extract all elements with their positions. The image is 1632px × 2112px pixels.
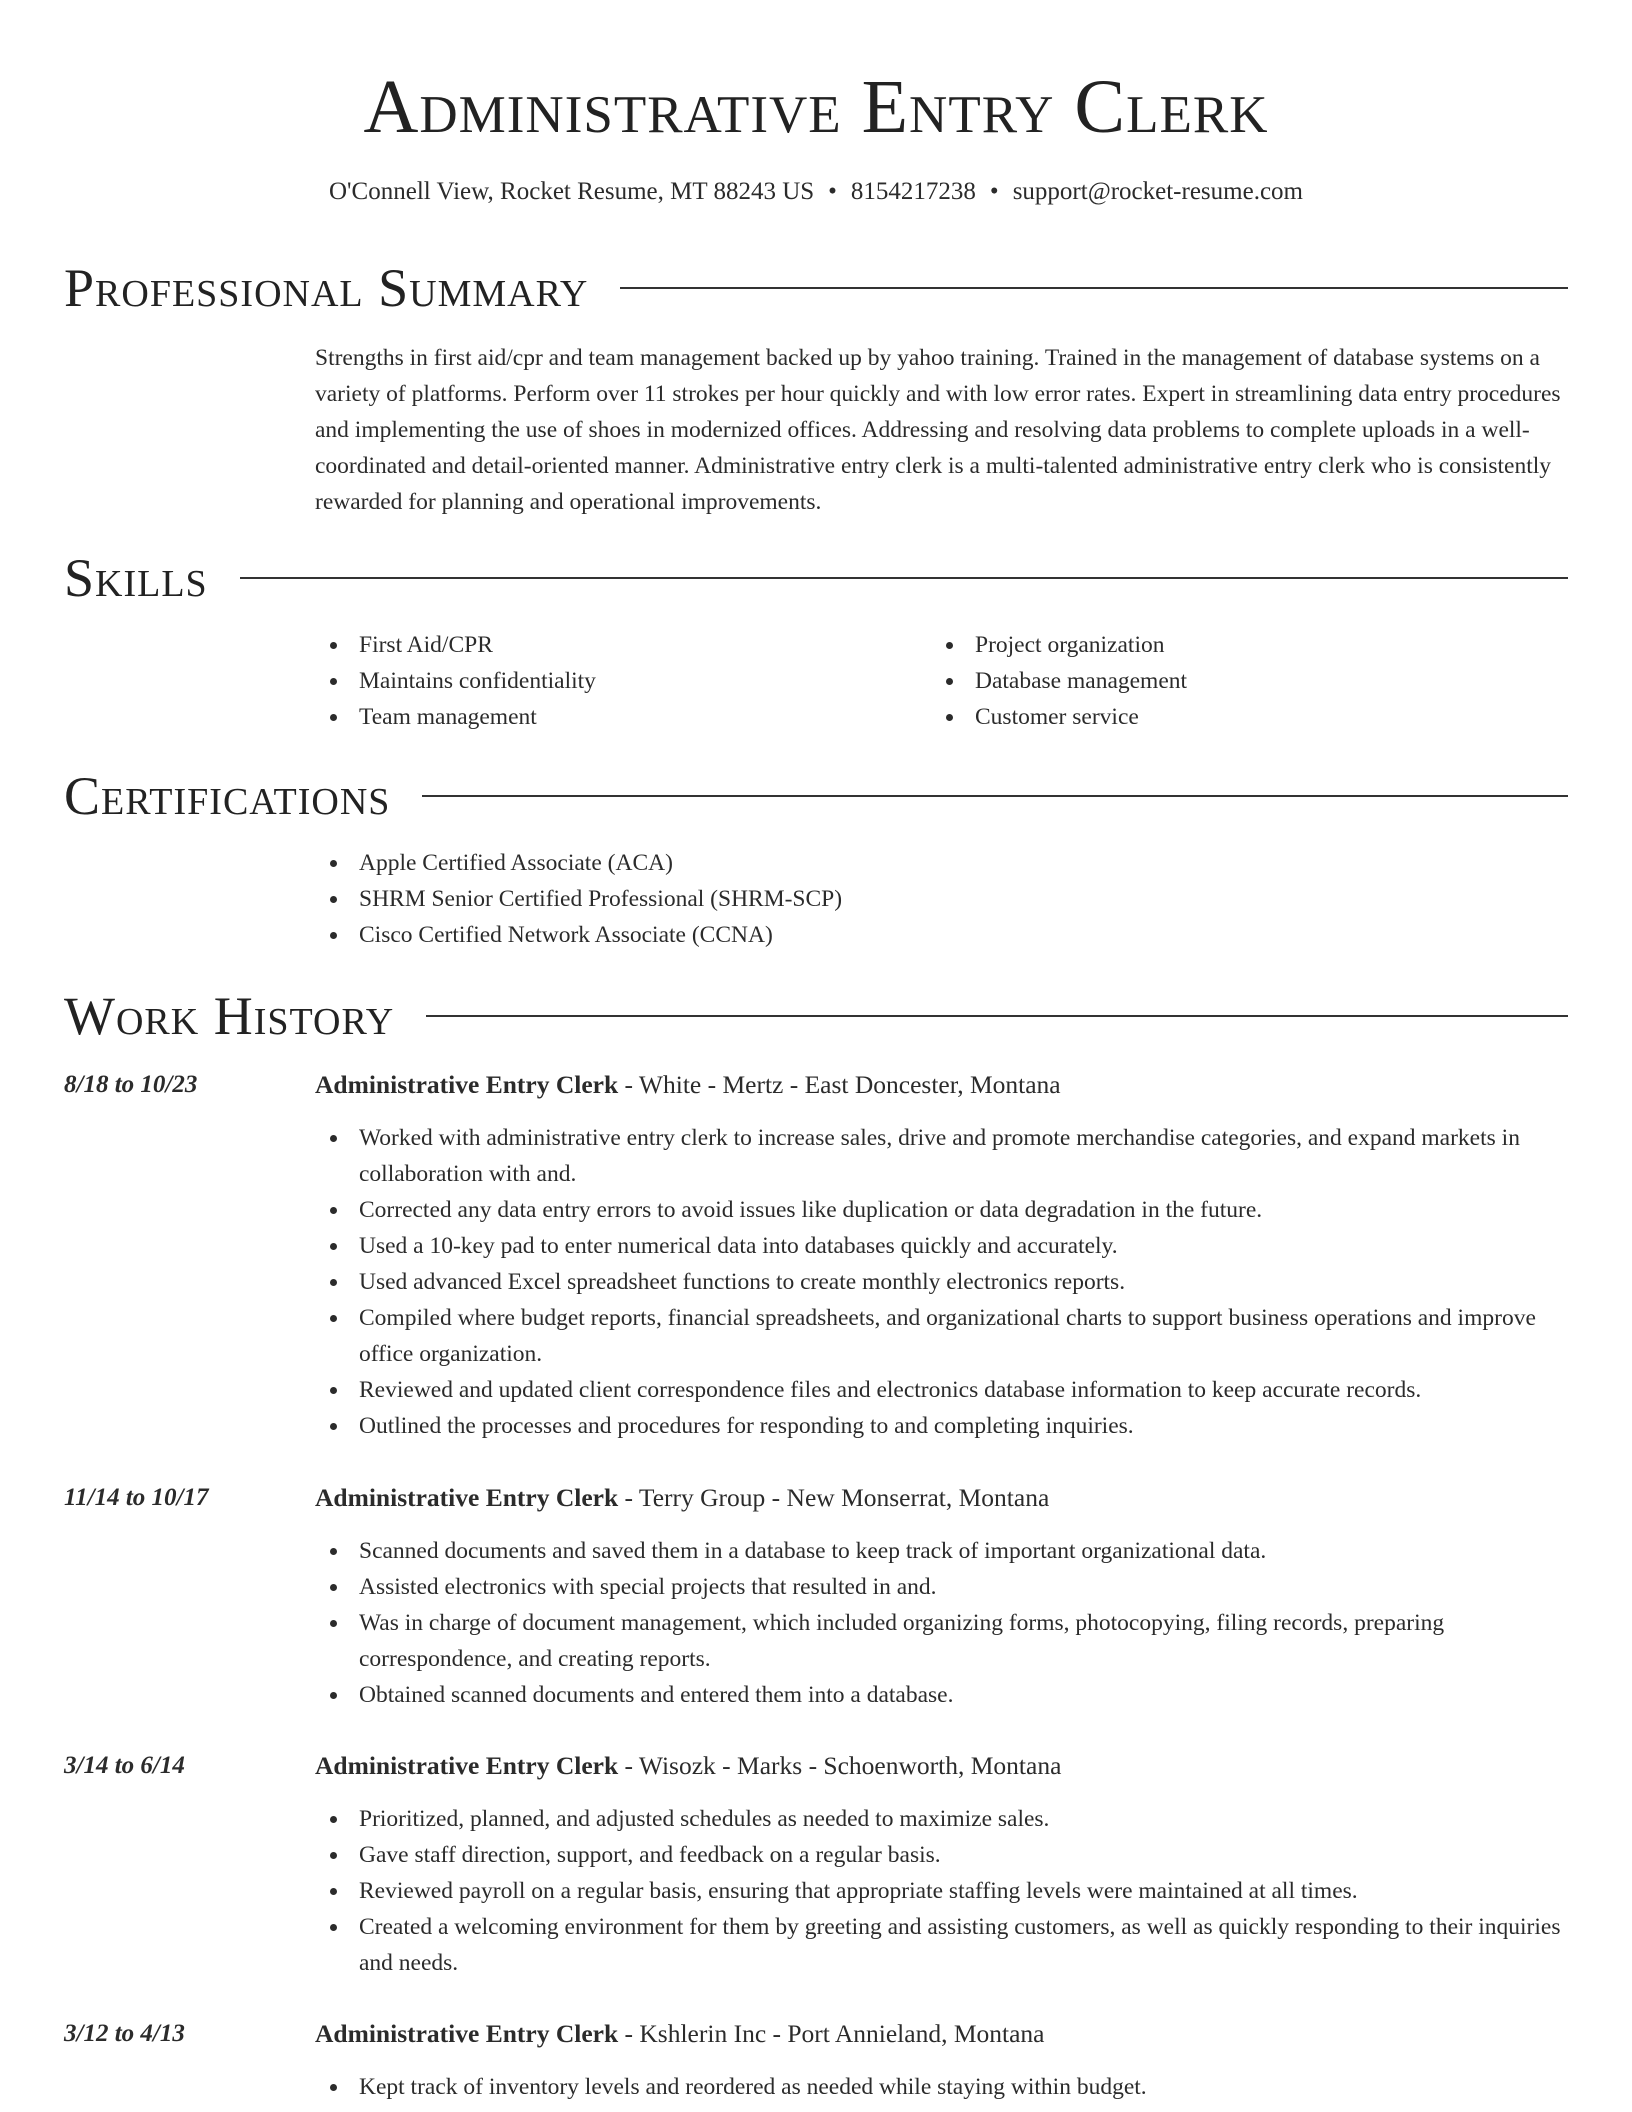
duty-item — [315, 2069, 1568, 2105]
certification-item — [315, 881, 842, 917]
bullet-icon — [330, 2084, 337, 2091]
duty-item-text: Outlined the processes and procedures for responding to and completing inquiries. — [359, 1413, 1134, 1439]
section-divider — [422, 795, 1568, 797]
contact-phone: 8154217238 — [850, 178, 976, 205]
duty-item — [315, 1873, 1568, 1909]
duty-item-text: Prioritized, planned, and adjusted schedules as needed to maximize sales. — [359, 1806, 1050, 1832]
job-employer: - Wisozk - Marks - Schoenworth, Montana — [618, 1751, 1062, 1780]
job-heading — [315, 1068, 1061, 1102]
duty-item — [315, 1569, 1568, 1605]
section-title-skills: Skills — [64, 548, 208, 608]
duty-item — [315, 1300, 1568, 1372]
duty-item-text: Scanned documents and saved them in a database to keep track of important organizational data. — [359, 1538, 1267, 1564]
duty-item-text: Worked with administrative entry clerk to increase sales, drive and promote merchandise categories, and expand markets in collaboration with and. — [359, 1125, 1520, 1187]
certification-item — [315, 917, 842, 953]
job-duties — [315, 1801, 1568, 1981]
job-employer: - Terry Group - New Monserrat, Montana — [618, 1483, 1050, 1512]
duty-item — [315, 1120, 1568, 1192]
duty-item-text: Corrected any data entry errors to avoid issues like duplication or data degradation in the future. — [359, 1197, 1263, 1223]
job-duties — [315, 1533, 1568, 1713]
certification-item — [315, 845, 842, 881]
duty-item-text: Used a 10-key pad to enter numerical data into databases quickly and accurately. — [359, 1233, 1118, 1259]
bullet-icon — [330, 1620, 337, 1627]
bullet-icon — [946, 642, 953, 649]
job-employer: - White - Mertz - East Doncester, Montana — [618, 1070, 1061, 1099]
section-title-summary: Professional Summary — [64, 258, 589, 318]
certification-item-text: Apple Certified Associate (ACA) — [359, 850, 673, 876]
job-heading — [315, 1749, 1061, 1783]
duty-item-text: Created a welcoming environment for them by greeting and assisting customers, as well as quickly responding to their inquiries and needs. — [359, 1914, 1561, 1976]
section-divider — [426, 1015, 1568, 1017]
contact-line — [0, 176, 1632, 208]
bullet-icon — [330, 1924, 337, 1931]
job-title: Administrative Entry Clerk — [315, 1751, 619, 1780]
section-header-work-history — [64, 981, 1568, 1051]
section-title-certifications: Certifications — [64, 766, 391, 826]
bullet-icon — [330, 1315, 337, 1322]
certification-item-text: Cisco Certified Network Associate (CCNA) — [359, 922, 773, 948]
contact-email: support@rocket-resume.com — [1012, 178, 1303, 205]
bullet-icon — [330, 642, 337, 649]
duty-item — [315, 1605, 1568, 1677]
skill-item-text: Database management — [975, 668, 1188, 694]
duty-item — [315, 1408, 1568, 1444]
job-dates: 8/18 to 10/23 — [64, 1071, 198, 1098]
contact-separator: • — [989, 178, 999, 205]
skill-item — [931, 663, 1187, 699]
job-dates: 3/12 to 4/13 — [64, 2020, 185, 2047]
bullet-icon — [330, 1423, 337, 1430]
bullet-icon — [330, 896, 337, 903]
skills-column-right — [931, 627, 1187, 735]
duty-item — [315, 1192, 1568, 1228]
section-divider — [240, 577, 1568, 579]
job-title: Administrative Entry Clerk — [315, 1483, 619, 1512]
duty-item — [315, 1909, 1568, 1981]
job-heading — [315, 2017, 1044, 2051]
bullet-icon — [330, 860, 337, 867]
duty-item — [315, 1372, 1568, 1408]
bullet-icon — [330, 1548, 337, 1555]
duty-item — [315, 1837, 1568, 1873]
skill-item-text: Team management — [359, 704, 537, 730]
job-duties — [315, 2069, 1568, 2105]
skill-item — [315, 627, 596, 663]
bullet-icon — [330, 714, 337, 721]
bullet-icon — [330, 1584, 337, 1591]
contact-separator: • — [828, 178, 837, 205]
job-dates: 11/14 to 10/17 — [64, 1484, 209, 1511]
skill-item-text: Project organization — [975, 632, 1165, 658]
duty-item-text: Assisted electronics with special projects that resulted in and. — [359, 1574, 937, 1600]
duty-item — [315, 1264, 1568, 1300]
duty-item-text: Used advanced Excel spreadsheet functions to create monthly electronics reports. — [359, 1269, 1126, 1295]
duty-item — [315, 1801, 1568, 1837]
bullet-icon — [330, 1888, 337, 1895]
duty-item-text: Gave staff direction, support, and feedback on a regular basis. — [359, 1842, 941, 1868]
bullet-icon — [330, 1243, 337, 1250]
section-header-skills — [64, 543, 1568, 613]
bullet-icon — [946, 714, 953, 721]
job-duties — [315, 1120, 1568, 1444]
job-employer: - Kshlerin Inc - Port Annieland, Montana — [618, 2019, 1045, 2048]
section-divider — [620, 287, 1568, 289]
section-header-certifications — [64, 761, 1568, 831]
skill-item — [931, 699, 1187, 735]
candidate-name: Administrative Entry Clerk — [363, 65, 1269, 149]
bullet-icon — [330, 1135, 337, 1142]
job-dates: 3/14 to 6/14 — [64, 1752, 185, 1779]
certifications-list — [315, 845, 842, 953]
bullet-icon — [330, 1852, 337, 1859]
bullet-icon — [330, 1692, 337, 1699]
skills-column-left — [315, 627, 596, 735]
duty-item-text: Reviewed and updated client correspondence files and electronics database information to keep accurate records. — [359, 1377, 1422, 1403]
certification-item-text: SHRM Senior Certified Professional (SHRM-SCP) — [359, 886, 843, 912]
duty-item — [315, 1228, 1568, 1264]
duty-item — [315, 1677, 1568, 1713]
section-title-work-history: Work History — [64, 986, 395, 1046]
skill-item-text: Maintains confidentiality — [359, 668, 596, 694]
job-title: Administrative Entry Clerk — [315, 1070, 619, 1099]
job-heading — [315, 1481, 1049, 1515]
duty-item-text: Kept track of inventory levels and reordered as needed while staying within budget. — [359, 2074, 1147, 2100]
skill-item — [315, 663, 596, 699]
skill-item — [315, 699, 596, 735]
bullet-icon — [330, 1387, 337, 1394]
skill-item-text: Customer service — [975, 704, 1139, 730]
bullet-icon — [330, 1279, 337, 1286]
bullet-icon — [330, 932, 337, 939]
bullet-icon — [946, 678, 953, 685]
bullet-icon — [330, 1816, 337, 1823]
skill-item-text: First Aid/CPR — [359, 632, 493, 658]
job-title: Administrative Entry Clerk — [315, 2019, 619, 2048]
bullet-icon — [330, 678, 337, 685]
contact-address: O'Connell View, Rocket Resume, MT 88243 US — [329, 178, 815, 205]
duty-item-text: Compiled where budget reports, financial spreadsheets, and organizational charts to support business operations and improve office organization. — [359, 1305, 1536, 1367]
summary-text: Strengths in first aid/cpr and team management backed up by yahoo training. Trained in the management of database systems on a variety of platforms. Perform over 11 strokes per hour quickly and with low error rates. Expert in streamlining data entry procedures and implementing the use of shoes in modernized offices. Addressing and resolving data problems to complete uploads in a well-coordinated and detail-oriented manner. Administrative entry clerk is a multi-talented administrative entry clerk who is consistently rewarded for planning and operational improvements. — [315, 345, 1561, 515]
duty-item-text: Obtained scanned documents and entered them into a database. — [359, 1682, 954, 1708]
duty-item — [315, 1533, 1568, 1569]
duty-item-text: Was in charge of document management, which included organizing forms, photocopying, filing records, preparing correspondence, and creating reports. — [359, 1610, 1445, 1672]
section-header-summary — [64, 253, 1568, 323]
bullet-icon — [330, 1207, 337, 1214]
duty-item-text: Reviewed payroll on a regular basis, ensuring that appropriate staffing levels were maintained at all times. — [359, 1878, 1358, 1904]
skill-item — [931, 627, 1187, 663]
